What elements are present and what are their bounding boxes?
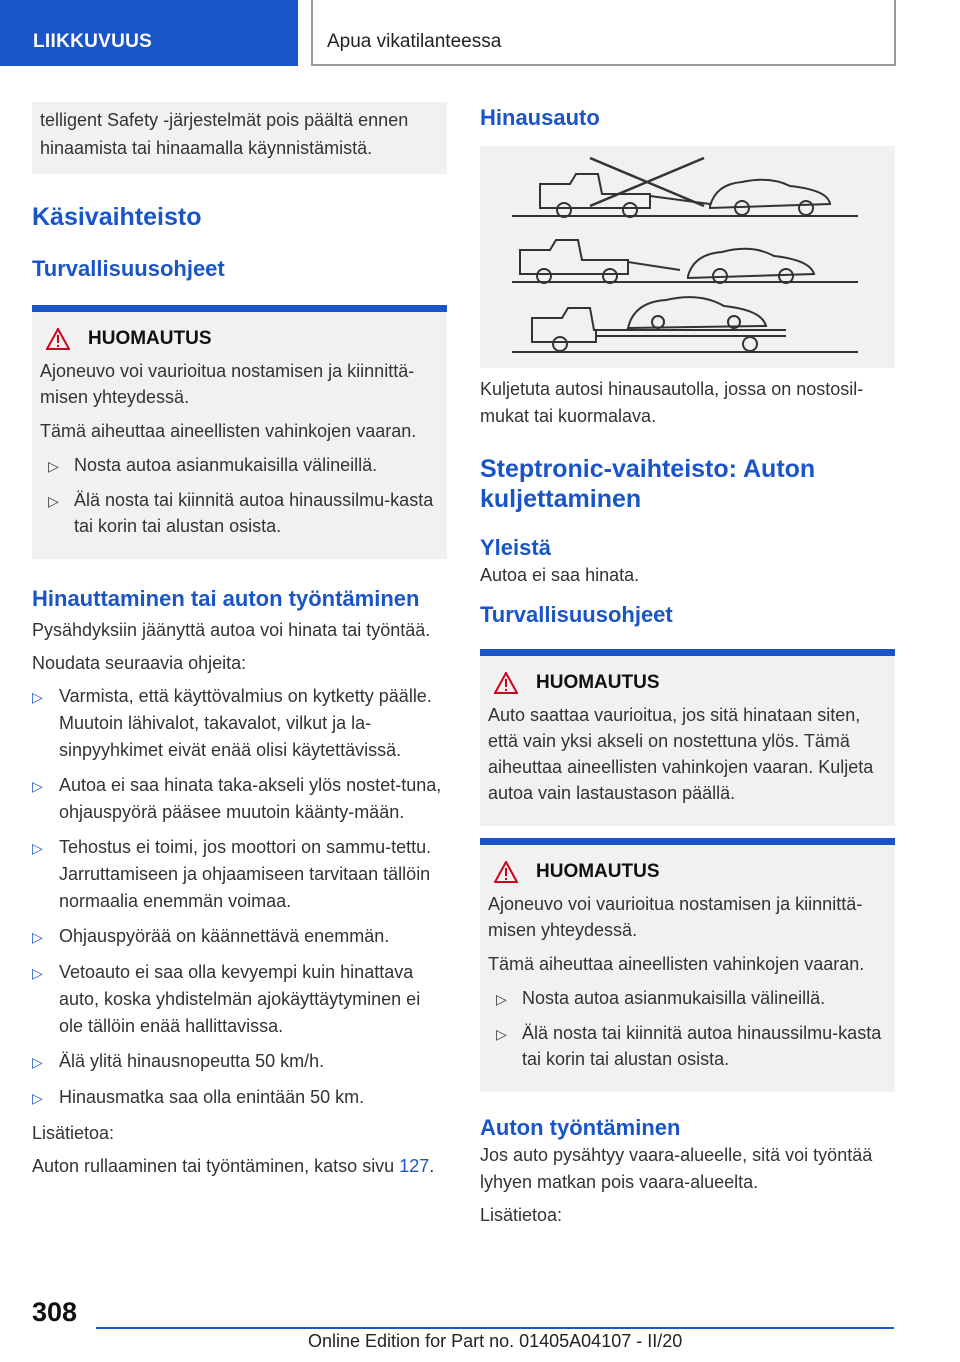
notice-title-text: HUOMAUTUS [88, 328, 212, 349]
left-column [32, 102, 447, 1186]
notice-text: Tämä aiheuttaa aineellisten vahinkojen vaaran. [488, 954, 865, 974]
heading-turvallisuusohjeet: Turvallisuusohjeet [32, 256, 225, 281]
heading-hinauttaminen: Hinauttaminen tai auton työntäminen [32, 586, 420, 611]
triangle-bullet-icon: ▷ [48, 458, 59, 474]
triangle-bullet-icon: ▷ [32, 1054, 43, 1070]
reference-text: Auton rullaaminen tai työntäminen, katso sivu [32, 1156, 400, 1176]
list-item-text: Ohjauspyörää on käännettävä enemmän. [59, 926, 390, 946]
list-item [32, 1048, 447, 1076]
triangle-bullet-icon: ▷ [48, 493, 59, 509]
warning-triangle-icon [494, 861, 518, 883]
notice-list-text: Älä nosta tai kiinnitä autoa hinaussilmu-kasta tai korin tai alustan osista. [74, 490, 434, 536]
list-item-text: Tehostus ei toimi, jos moottori on sammu-tettu. Jarruttamiseen ja ohjaamiseen tarvitaan tällöin normaalia enemmän voimaa. [59, 837, 432, 911]
triangle-bullet-icon: ▷ [32, 778, 43, 794]
list-item-text: Varmista, että käyttövalmius on kytketty päälle. Muutoin lähivalot, takavalot, vilkut ja la-sinpyyhkimet eivät enää olisi käytettävissä. [59, 686, 432, 760]
footer-edition-text: Online Edition for Part no. 01405A04107 - II/20 [308, 1331, 683, 1351]
notice-text: Tämä aiheuttaa aineellisten vahinkojen vaaran. [40, 421, 417, 441]
heading-yleista: Yleistä [480, 535, 551, 560]
triangle-bullet-icon: ▷ [496, 1026, 507, 1042]
triangle-bullet-icon: ▷ [496, 991, 507, 1007]
notice-title [494, 859, 887, 885]
list-item-text: Hinausmatka saa olla enintään 50 km. [59, 1087, 365, 1107]
notice-title-text: HUOMAUTUS [536, 672, 660, 693]
right-column [480, 102, 895, 1235]
list-item-text: Autoa ei saa hinata taka-akseli ylös nostet-tuna, ohjauspyörä pääsee muutoin käänty-mään. [59, 775, 442, 822]
footer-divider [96, 1327, 894, 1329]
notice-text: Ajoneuvo voi vaurioitua nostamisen ja kiinnittä-misen yhteydessä. [40, 361, 415, 407]
notice-title [46, 326, 439, 352]
section-tab: LIIKKUVUUS [0, 0, 298, 66]
page-header [0, 0, 960, 66]
heading-turvallisuusohjeet: Turvallisuusohjeet [480, 602, 673, 627]
notice-list-text: Nosta autoa asianmukaisilla välineillä. [522, 988, 826, 1008]
reference-end: . [429, 1156, 435, 1176]
paragraph: Lisätietoa: [480, 1205, 563, 1225]
paragraph: Jos auto pysähtyy vaara-alueelle, sitä voi työntää lyhyen matkan pois vaara-alueelta. [480, 1145, 873, 1192]
notice-title-text: HUOMAUTUS [536, 861, 660, 882]
notice-list-item [496, 1020, 887, 1072]
list-item [32, 834, 447, 915]
bullet-list [32, 683, 447, 1112]
list-item [32, 1084, 447, 1112]
heading-auton-tyontaminen: Auton työntäminen [480, 1115, 681, 1140]
notice-box [480, 649, 895, 826]
notice-text: Ajoneuvo voi vaurioitua nostamisen ja kiinnittä-misen yhteydessä. [488, 894, 863, 940]
heading-hinausauto: Hinausauto [480, 105, 600, 130]
paragraph: Autoa ei saa hinata. [480, 565, 640, 585]
list-item [32, 923, 447, 951]
list-item-text: Älä ylitä hinausnopeutta 50 km/h. [59, 1051, 325, 1071]
triangle-bullet-icon: ▷ [32, 965, 43, 981]
page-reference-link[interactable]: 127 [399, 1156, 430, 1176]
triangle-bullet-icon: ▷ [32, 929, 43, 945]
triangle-bullet-icon: ▷ [32, 1090, 43, 1106]
warning-triangle-icon [46, 328, 70, 350]
notice-list-text: Nosta autoa asianmukaisilla välineillä. [74, 455, 378, 475]
warning-triangle-icon [494, 672, 518, 694]
continuation-box: telligent Safety -järjestelmät pois päältä ennen hinaamista tai hinaamalla käynnistämistä. [32, 102, 447, 174]
list-item [32, 959, 447, 1040]
notice-list-item [496, 985, 887, 1012]
notice-list-text: Älä nosta tai kiinnitä autoa hinaussilmu-kasta tai korin tai alustan osista. [522, 1023, 882, 1069]
figure-caption: Kuljetuta autosi hinausautolla, jossa on nostosil-mukat tai kuormalava. [480, 379, 864, 426]
notice-box [32, 305, 447, 559]
paragraph: Noudata seuraavia ohjeita: [32, 653, 247, 673]
list-item-text: Vetoauto ei saa olla kevyempi kuin hinattava auto, koska yhdistelmän ajokäyttäytyminen ei ole tällöin enää hallittavissa. [59, 962, 421, 1036]
paragraph: Lisätietoa: [32, 1123, 115, 1143]
page-number: 308 [32, 1297, 78, 1327]
paragraph: Pysähdyksiin jäänyttä autoa voi hinata tai työntää. [32, 620, 431, 640]
notice-list-item [48, 452, 439, 479]
list-item [32, 683, 447, 764]
notice-list-item [48, 487, 439, 539]
tow-truck-figure [480, 146, 895, 368]
triangle-bullet-icon: ▷ [32, 840, 43, 856]
heading-kasivaihteisto: Käsivaihteisto [32, 203, 202, 231]
chapter-tab: Apua vikatilanteessa [311, 0, 896, 66]
notice-text: Auto saattaa vaurioitua, jos sitä hinataan siten, että vain yksi akseli on nostettuna ylös. Tämä aiheuttaa aineellisten vahinkojen vaaran. Kuljeta autoa vain lastaustason päällä. [488, 705, 874, 803]
list-item [32, 772, 447, 826]
tow-truck-illustration [480, 146, 895, 368]
notice-box [480, 838, 895, 1092]
reference-paragraph [32, 1153, 447, 1180]
notice-title [494, 670, 887, 696]
triangle-bullet-icon: ▷ [32, 689, 43, 705]
heading-steptronic: Steptronic-vaihteisto: Auton kuljettaminen [480, 455, 816, 513]
